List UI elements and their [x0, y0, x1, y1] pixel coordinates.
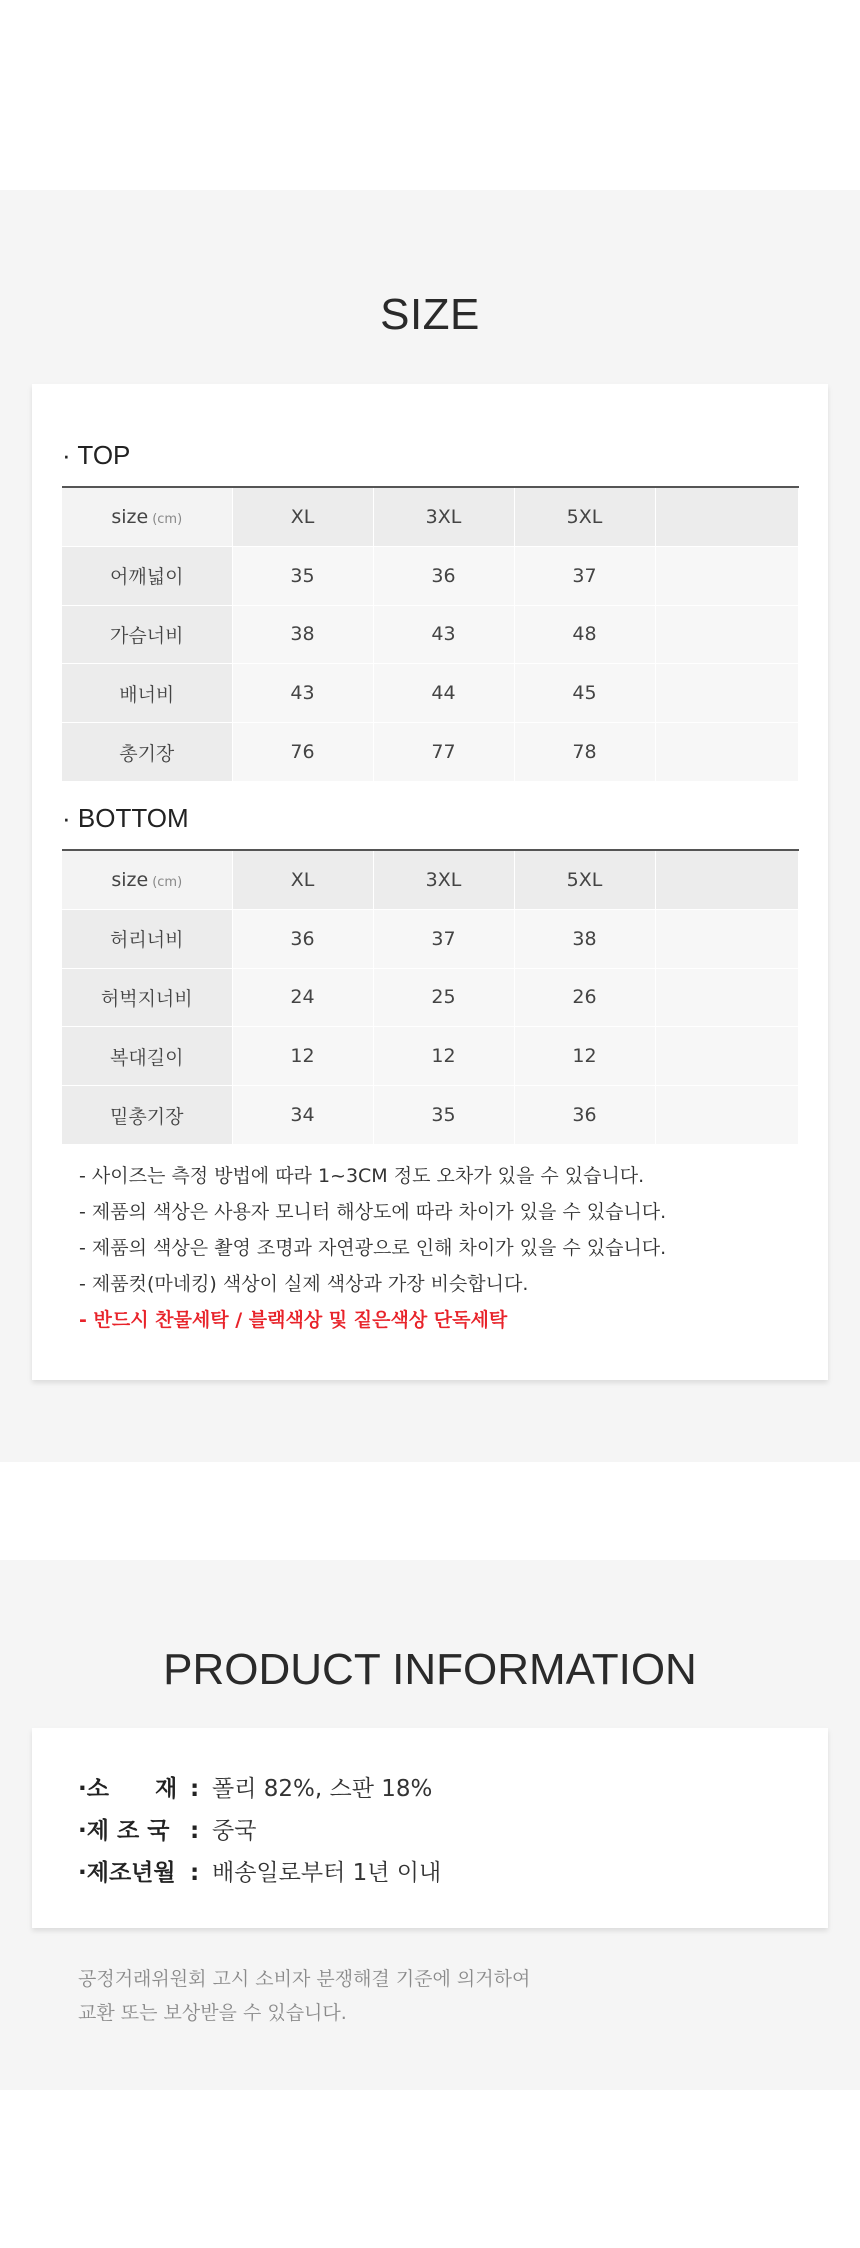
column-header: XL: [232, 850, 373, 909]
info-item-material: [78, 1768, 441, 1810]
column-header: XL: [232, 487, 373, 546]
info-colon: :: [190, 1860, 200, 1886]
table-row: [62, 1027, 798, 1086]
table-cell: [655, 664, 798, 723]
table-cell: [655, 1027, 798, 1086]
info-key: ·제 조 국: [78, 1818, 170, 1844]
table-cell: 25: [373, 968, 514, 1027]
unit-text: (cm): [152, 511, 183, 527]
table-row: [62, 1086, 798, 1145]
bottom-size-table: [62, 849, 799, 1145]
table-cell: 37: [514, 546, 655, 605]
row-label: 가슴너비: [62, 605, 232, 664]
column-header: [655, 487, 798, 546]
table-cell: 35: [373, 1086, 514, 1145]
info-key: ·제조년월: [78, 1860, 176, 1886]
table-cell: 44: [373, 664, 514, 723]
info-value: 중국: [212, 1818, 257, 1844]
table-cell: [655, 909, 798, 968]
table-cell: 37: [373, 909, 514, 968]
top-table-label: · TOP: [62, 440, 131, 470]
table-cell: 36: [514, 1086, 655, 1145]
table-cell: 34: [232, 1086, 373, 1145]
column-header: 3XL: [373, 487, 514, 546]
row-label: 총기장: [62, 723, 232, 782]
note-item: - 제품의 색상은 사용자 모니터 해상도에 따라 차이가 있을 수 있습니다.: [79, 1201, 667, 1223]
unit-text: (cm): [152, 874, 183, 890]
table-row: [62, 546, 798, 605]
table-cell: 38: [232, 605, 373, 664]
disclaimer-line: 공정거래위원회 고시 소비자 분쟁해결 기준에 의거하여: [78, 1968, 531, 1990]
info-colon: :: [190, 1776, 200, 1802]
table-cell: 26: [514, 968, 655, 1027]
note-item: - 제품의 색상은 촬영 조명과 자연광으로 인해 차이가 있을 수 있습니다.: [79, 1237, 667, 1259]
table-cell: [655, 723, 798, 782]
size-notes: [79, 1158, 666, 1338]
table-cell: 78: [514, 723, 655, 782]
table-cell: 36: [373, 546, 514, 605]
product-info-list: [78, 1768, 441, 1894]
info-value: 배송일로부터 1년 이내: [212, 1860, 442, 1886]
note-item: - 사이즈는 측정 방법에 따라 1~3CM 정도 오차가 있을 수 있습니다.: [79, 1165, 645, 1187]
info-section-title: PRODUCT INFORMATION: [163, 1645, 697, 1694]
row-label: 허리너비: [62, 909, 232, 968]
top-size-table: [62, 486, 799, 782]
column-header: 3XL: [373, 850, 514, 909]
column-header: [655, 850, 798, 909]
table-row: [62, 909, 798, 968]
table-cell: [655, 605, 798, 664]
table-cell: 38: [514, 909, 655, 968]
washing-warning: - 반드시 찬물세탁 / 블랙색상 및 짙은색상 단독세탁: [79, 1309, 508, 1331]
row-label: 어깨넓이: [62, 546, 232, 605]
table-cell: [655, 968, 798, 1027]
bottom-table-label: · BOTTOM: [62, 803, 189, 833]
table-cell: 43: [373, 605, 514, 664]
table-cell: 35: [232, 546, 373, 605]
column-header: 5XL: [514, 850, 655, 909]
table-cell: 77: [373, 723, 514, 782]
info-item-country: [78, 1810, 441, 1852]
table-row: [62, 968, 798, 1027]
info-value: 폴리 82%, 스판 18%: [212, 1776, 433, 1802]
table-cell: 12: [232, 1027, 373, 1086]
disclaimer-text: [78, 1962, 530, 2030]
size-header-text: size: [111, 868, 149, 891]
size-section-title: SIZE: [380, 290, 480, 339]
table-cell: 12: [373, 1027, 514, 1086]
disclaimer-line: 교환 또는 보상받을 수 있습니다.: [78, 2002, 347, 2024]
note-item: - 제품컷(마네킹) 색상이 실제 색상과 가장 비슷합니다.: [79, 1273, 529, 1295]
table-cell: 45: [514, 664, 655, 723]
row-label: 배너비: [62, 664, 232, 723]
table-cell: [655, 1086, 798, 1145]
size-header-text: size: [111, 505, 149, 528]
table-cell: 12: [514, 1027, 655, 1086]
column-header: 5XL: [514, 487, 655, 546]
info-colon: :: [190, 1818, 200, 1844]
table-cell: 48: [514, 605, 655, 664]
table-cell: [655, 546, 798, 605]
table-header-row: [62, 487, 798, 546]
table-cell: 76: [232, 723, 373, 782]
table-header-row: [62, 850, 798, 909]
table-row: [62, 605, 798, 664]
table-row: [62, 723, 798, 782]
row-label: 밑총기장: [62, 1086, 232, 1145]
table-row: [62, 664, 798, 723]
table-cell: 24: [232, 968, 373, 1027]
size-header-cell: [62, 487, 232, 546]
size-header-cell: [62, 850, 232, 909]
table-cell: 43: [232, 664, 373, 723]
row-label: 복대길이: [62, 1027, 232, 1086]
info-key: ·소 재: [78, 1776, 178, 1802]
row-label: 허벅지너비: [62, 968, 232, 1027]
info-item-date: [78, 1852, 441, 1894]
table-cell: 36: [232, 909, 373, 968]
